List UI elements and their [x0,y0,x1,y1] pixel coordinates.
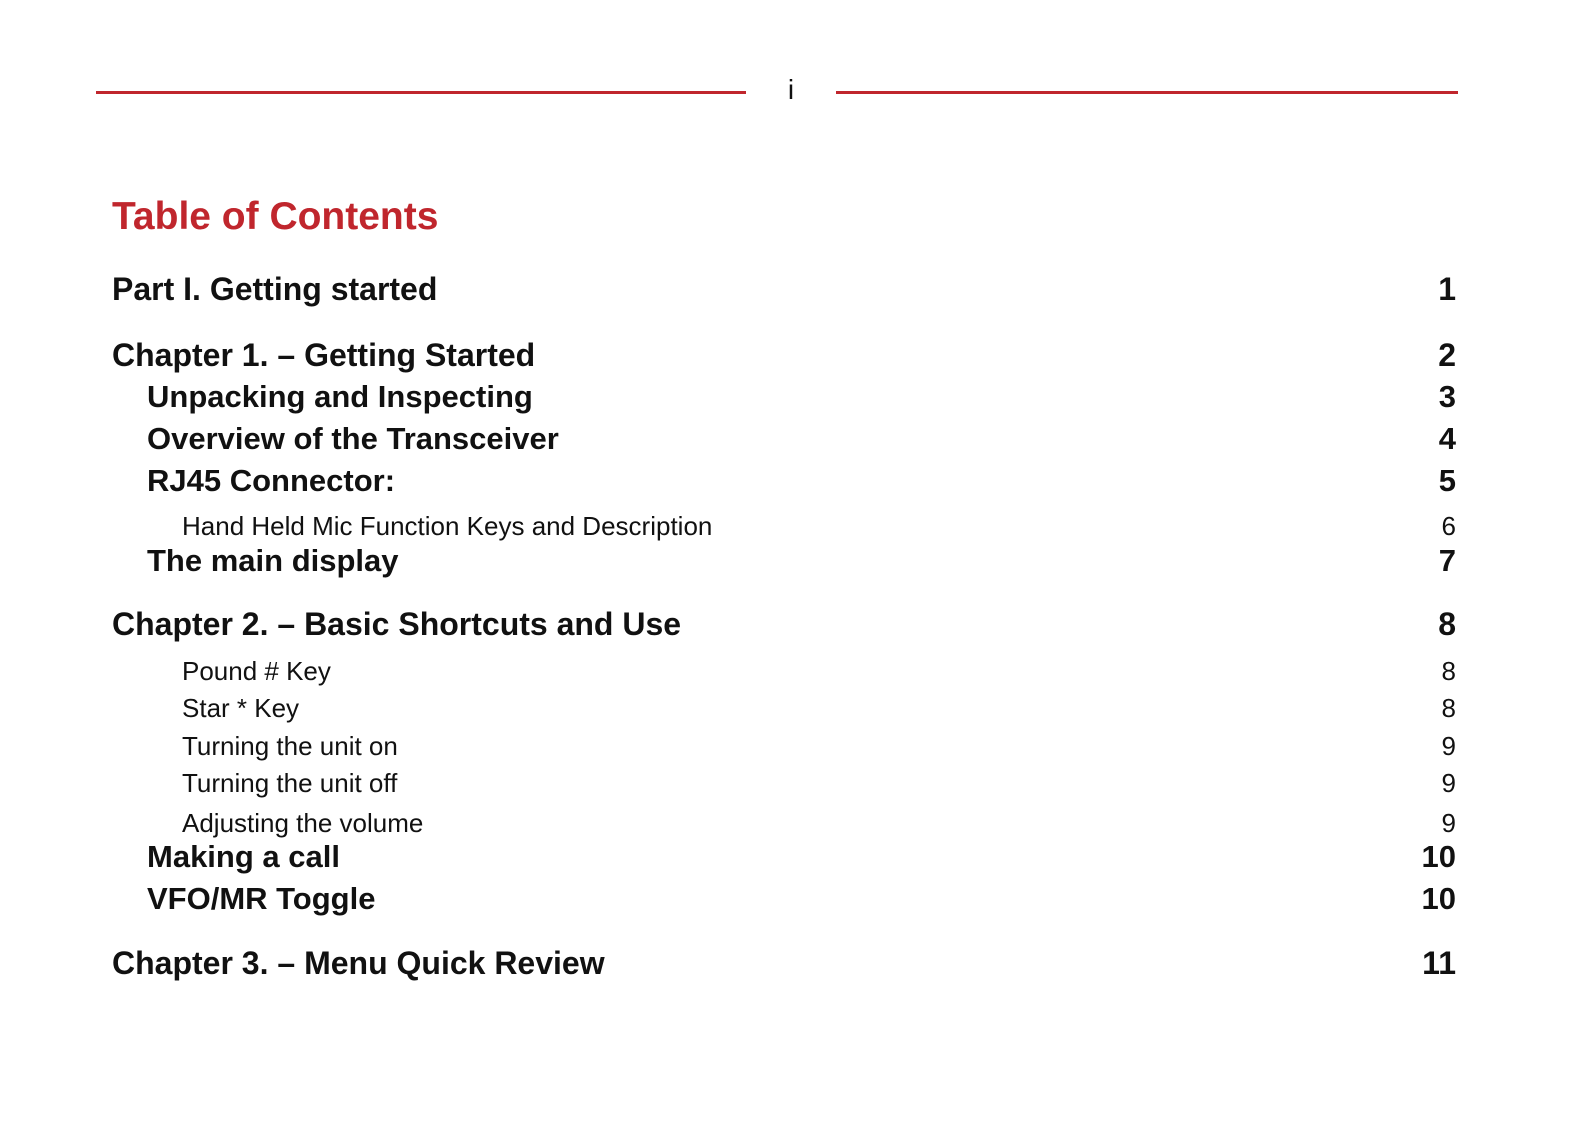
toc-entry-label: Making a call [147,839,340,874]
toc-entry-label: Turning the unit off [182,768,398,798]
toc-entry-label: Adjusting the volume [182,808,424,838]
toc-entry-vfo-mr[interactable] [0,878,1572,918]
toc-entry-volume[interactable] [0,799,1572,839]
toc-entry-page: 8 [1441,656,1456,686]
toc-entry-page: 8 [1438,606,1456,642]
toc-entry-chapter-2[interactable] [0,603,1572,643]
toc-entry-rj45[interactable] [0,460,1572,500]
toc-entry-unpacking[interactable] [0,376,1572,416]
toc-entry-label: Hand Held Mic Function Keys and Description [182,511,713,541]
toc-entry-chapter-3[interactable] [0,942,1572,982]
toc-entry-label: Pound # Key [182,656,331,686]
toc-entry-page: 5 [1438,463,1456,498]
toc-entry-label: VFO/MR Toggle [147,881,376,916]
toc-entry-page: 2 [1438,337,1456,373]
toc-entry-page: 9 [1441,768,1456,798]
toc-title: Table of Contents [112,195,439,238]
toc-entry-page: 1 [1438,271,1456,307]
toc-entry-part-1[interactable] [0,268,1572,308]
toc-entry-label: RJ45 Connector: [147,463,396,498]
toc-entry-turn-off[interactable] [0,759,1572,799]
toc-entry-label: Turning the unit on [182,731,398,761]
toc-entry-label: Chapter 2. – Basic Shortcuts and Use [112,606,682,642]
toc-entry-main-display[interactable] [0,540,1572,580]
page-number: i [787,74,795,105]
toc-entry-turn-on[interactable] [0,722,1572,762]
toc-entry-label: Chapter 3. – Menu Quick Review [112,945,605,981]
toc-entry-page: 9 [1441,731,1456,761]
toc-entry-page: 8 [1441,693,1456,723]
toc-entry-overview[interactable] [0,418,1572,458]
toc-entry-label: Star * Key [182,693,300,723]
header-rule-left [96,91,746,94]
toc-entry-label: Unpacking and Inspecting [147,379,533,414]
toc-entry-pound-key[interactable] [0,647,1572,687]
toc-entry-label: The main display [147,543,399,578]
toc-entry-page: 11 [1422,945,1456,981]
header-rule-right [836,91,1458,94]
toc-entry-star-key[interactable] [0,684,1572,724]
toc-entry-page: 4 [1438,421,1456,456]
toc-entry-page: 3 [1438,379,1456,414]
toc-entry-label: Chapter 1. – Getting Started [112,337,536,373]
toc-entry-page: 7 [1438,543,1456,578]
toc-entry-chapter-1[interactable] [0,334,1572,374]
toc-entry-page: 10 [1421,881,1456,916]
toc-entry-page: 9 [1441,808,1456,838]
toc-entry-page: 10 [1421,839,1456,874]
toc-entry-label: Overview of the Transceiver [147,421,559,456]
toc-entry-mic-keys[interactable] [0,502,1572,542]
toc-entry-page: 6 [1441,511,1456,541]
toc-entry-making-call[interactable] [0,836,1572,876]
toc-entry-label: Part I. Getting started [112,271,438,307]
